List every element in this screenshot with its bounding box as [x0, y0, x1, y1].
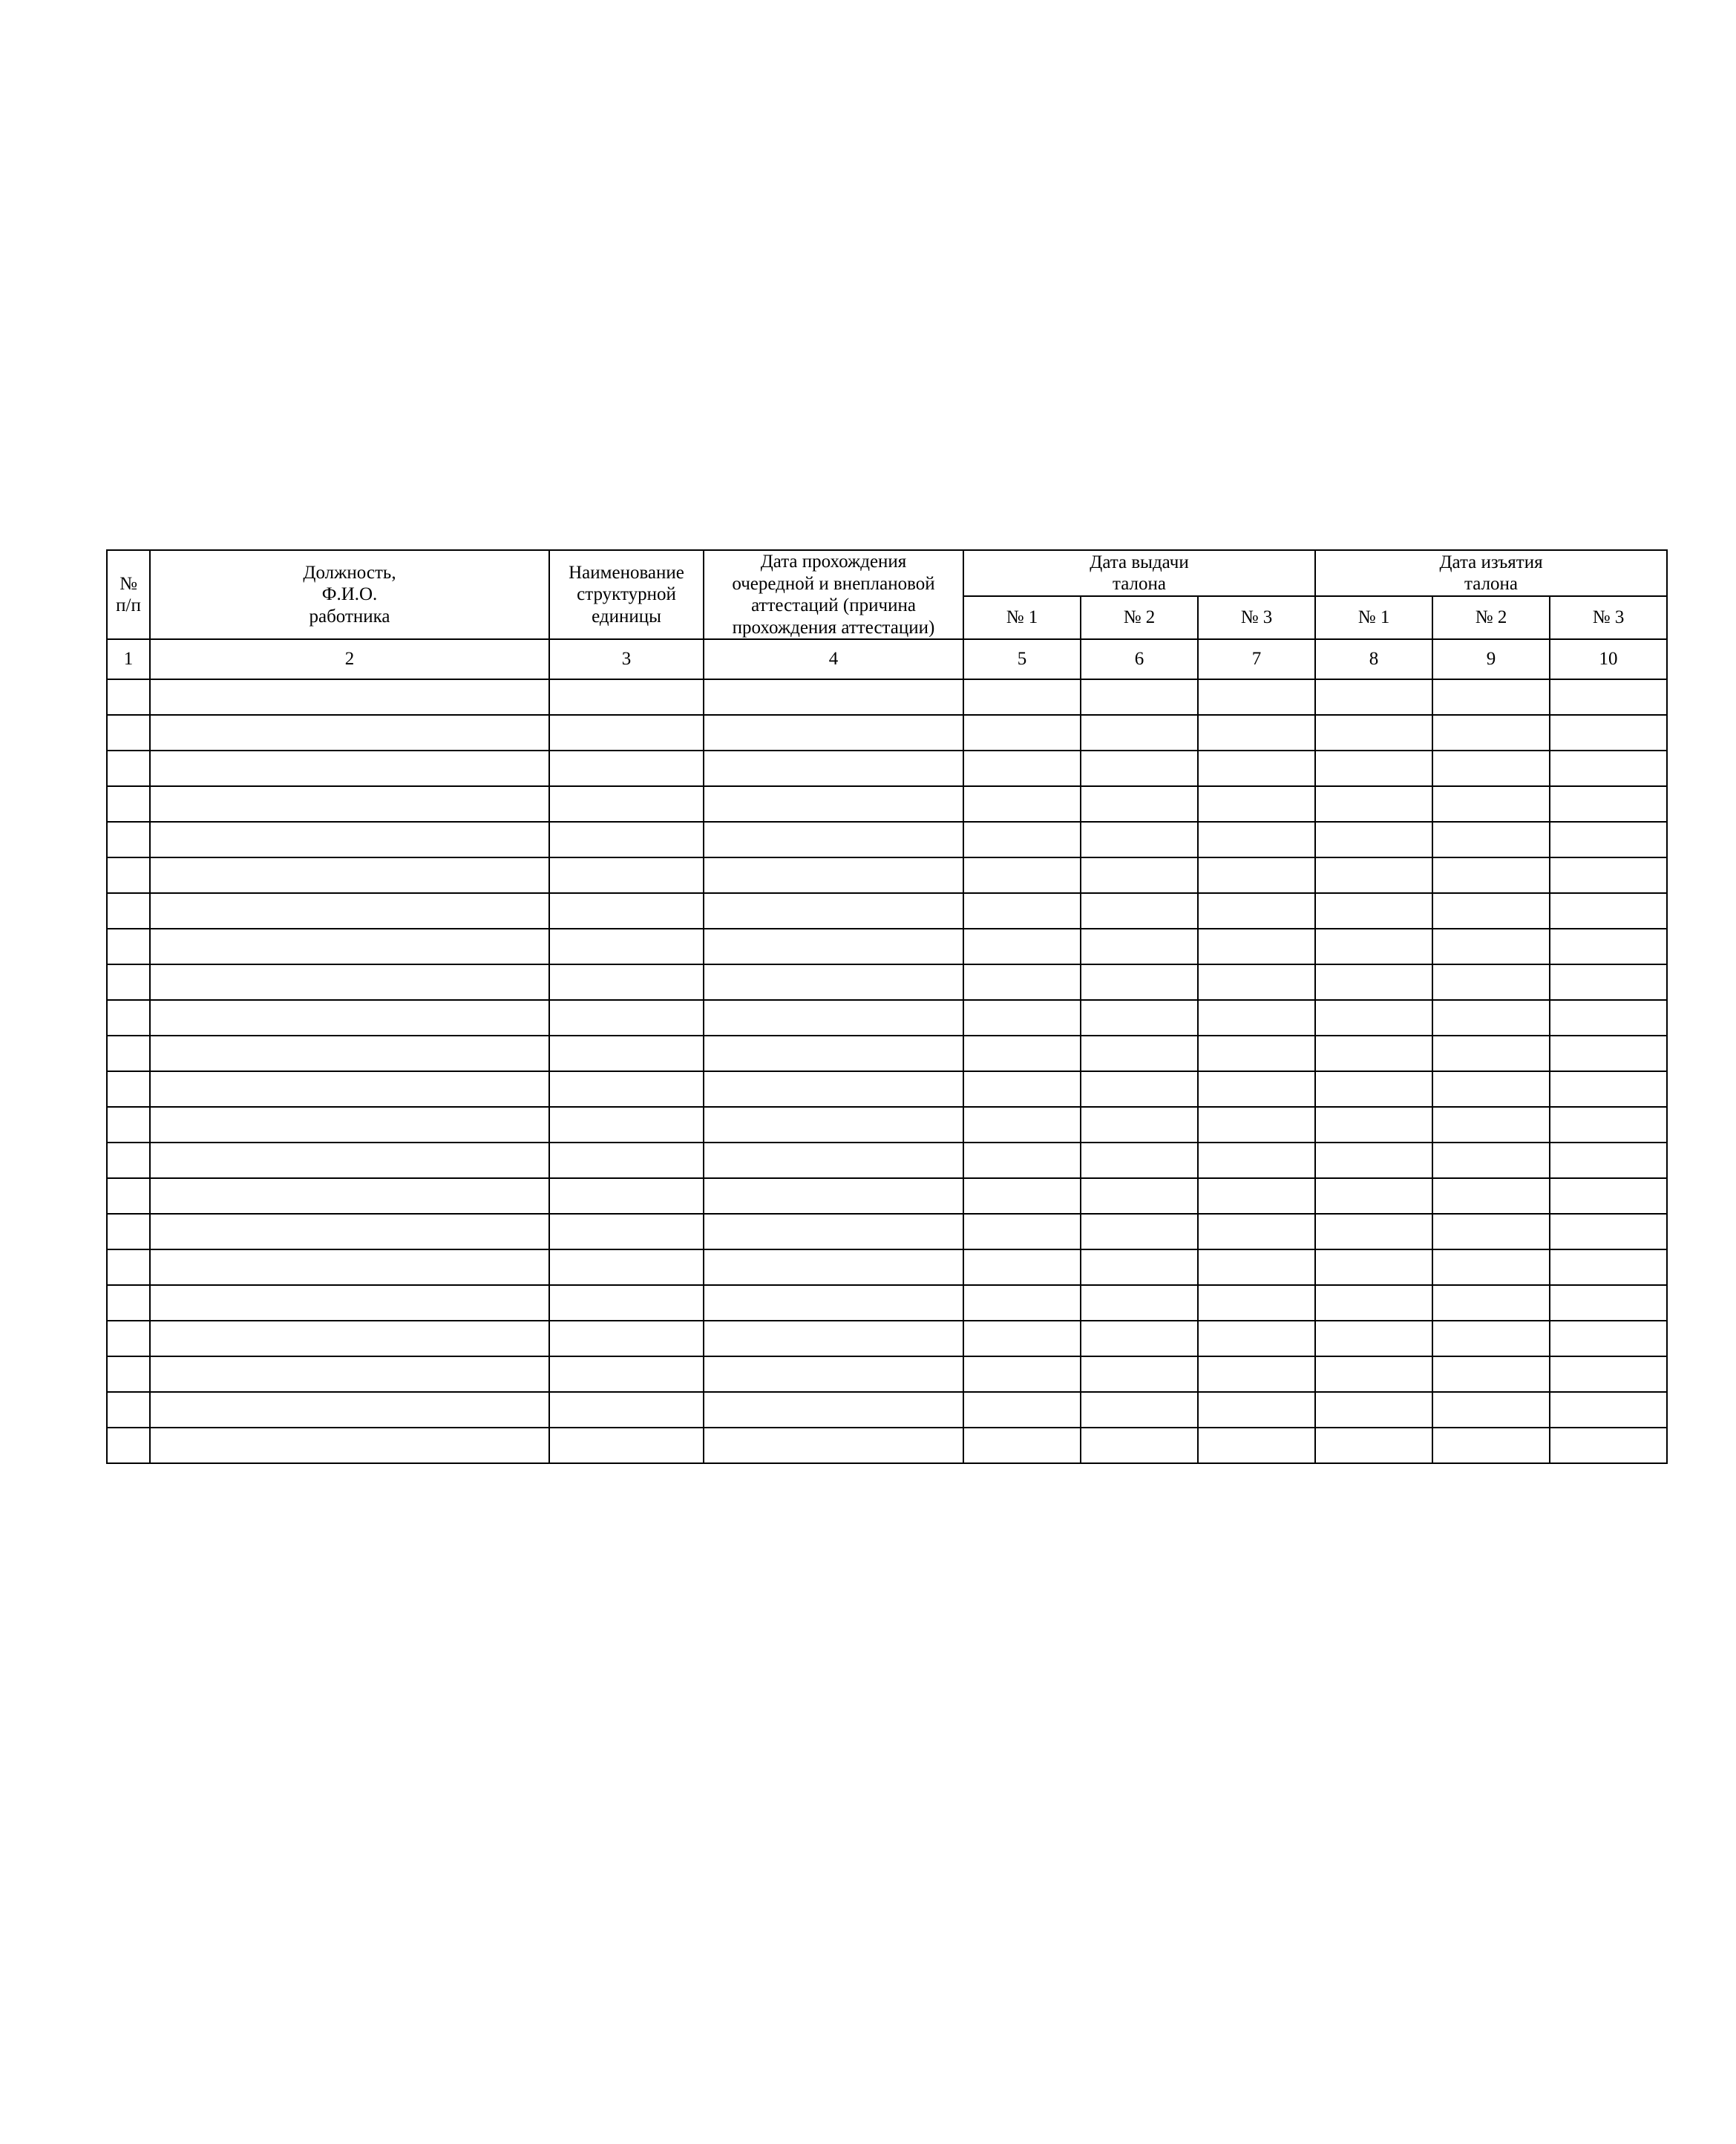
- table-cell[interactable]: [1198, 751, 1315, 786]
- table-cell[interactable]: [1550, 964, 1667, 1000]
- table-cell[interactable]: [963, 893, 1081, 929]
- table-cell[interactable]: [1081, 679, 1198, 715]
- table-cell[interactable]: [1432, 1321, 1550, 1356]
- table-cell[interactable]: [1432, 1285, 1550, 1321]
- table-cell[interactable]: [704, 1428, 963, 1463]
- table-cell[interactable]: [963, 1071, 1081, 1107]
- header-sub-withdraw-3: № 3: [1550, 596, 1667, 639]
- table-cell[interactable]: [1432, 1428, 1550, 1463]
- table-cell[interactable]: [1315, 1392, 1432, 1428]
- table-cell[interactable]: [107, 964, 150, 1000]
- header-col-unit-line1: Наименование: [569, 562, 684, 583]
- table-row[interactable]: [107, 1036, 1667, 1071]
- table-row[interactable]: [107, 1178, 1667, 1214]
- table-cell[interactable]: [1432, 1143, 1550, 1178]
- table-cell[interactable]: [107, 1214, 150, 1249]
- table-cell[interactable]: [1081, 1143, 1198, 1178]
- table-row[interactable]: [107, 715, 1667, 751]
- table-row[interactable]: [107, 1321, 1667, 1356]
- table-cell[interactable]: [704, 1178, 963, 1214]
- table-cell[interactable]: [150, 857, 549, 893]
- header-group-withdraw-line2: талона: [1464, 574, 1519, 594]
- table-cell[interactable]: [1550, 857, 1667, 893]
- table-cell[interactable]: [1550, 751, 1667, 786]
- table-cell[interactable]: [107, 1428, 150, 1463]
- table-body: [107, 679, 1667, 1463]
- table-cell[interactable]: [1315, 1249, 1432, 1285]
- table-cell[interactable]: [1432, 1071, 1550, 1107]
- header-group-withdraw-line1: Дата изъятия: [1439, 552, 1543, 572]
- table-cell[interactable]: [704, 857, 963, 893]
- table-cell[interactable]: [549, 1214, 704, 1249]
- table-cell[interactable]: [107, 786, 150, 822]
- table-cell[interactable]: [1081, 964, 1198, 1000]
- table-cell[interactable]: [1198, 1071, 1315, 1107]
- header-row-main: [107, 550, 1667, 596]
- table-cell[interactable]: [704, 1143, 963, 1178]
- table-row[interactable]: [107, 964, 1667, 1000]
- table-cell[interactable]: [704, 679, 963, 715]
- table-cell[interactable]: [1315, 1107, 1432, 1143]
- table-cell[interactable]: [1432, 1356, 1550, 1392]
- table-cell[interactable]: [1198, 1000, 1315, 1036]
- table-cell[interactable]: [1198, 893, 1315, 929]
- table-cell[interactable]: [1198, 1107, 1315, 1143]
- table-cell[interactable]: [1432, 822, 1550, 857]
- table-cell[interactable]: [1081, 1285, 1198, 1321]
- header-sub-issue-1: № 1: [963, 596, 1081, 639]
- table-cell[interactable]: [549, 964, 704, 1000]
- table-cell[interactable]: [963, 857, 1081, 893]
- table-cell[interactable]: [1198, 1285, 1315, 1321]
- table-cell[interactable]: [704, 1249, 963, 1285]
- header-sub-withdraw-2: № 2: [1432, 596, 1550, 639]
- table-cell[interactable]: [1081, 1392, 1198, 1428]
- table-cell[interactable]: [1198, 1392, 1315, 1428]
- table-cell[interactable]: [1315, 1143, 1432, 1178]
- table-cell[interactable]: [963, 964, 1081, 1000]
- table-cell[interactable]: [704, 893, 963, 929]
- header-col-number-line1: №: [119, 573, 137, 594]
- table-cell[interactable]: [1198, 1249, 1315, 1285]
- table-cell[interactable]: [150, 679, 549, 715]
- register-table-container: [106, 549, 1629, 1464]
- table-cell[interactable]: [1550, 1071, 1667, 1107]
- table-cell[interactable]: [704, 1214, 963, 1249]
- header-col-attestation-line1: Дата прохождения: [760, 552, 907, 572]
- table-cell[interactable]: [1081, 857, 1198, 893]
- table-cell[interactable]: [107, 1107, 150, 1143]
- table-row[interactable]: [107, 822, 1667, 857]
- table-row[interactable]: [107, 1356, 1667, 1392]
- table-cell[interactable]: [150, 893, 549, 929]
- table-cell[interactable]: [1432, 1249, 1550, 1285]
- table-cell[interactable]: [549, 822, 704, 857]
- table-cell[interactable]: [1081, 1178, 1198, 1214]
- table-row[interactable]: [107, 857, 1667, 893]
- table-cell[interactable]: [1315, 1428, 1432, 1463]
- table-cell[interactable]: [1081, 1249, 1198, 1285]
- table-cell[interactable]: [1198, 1178, 1315, 1214]
- table-cell[interactable]: [1081, 715, 1198, 751]
- table-cell[interactable]: [1198, 822, 1315, 857]
- table-cell[interactable]: [150, 1071, 549, 1107]
- table-cell[interactable]: [549, 893, 704, 929]
- table-cell[interactable]: [150, 1428, 549, 1463]
- column-number-cell: 7: [1198, 639, 1315, 679]
- table-row[interactable]: [107, 1107, 1667, 1143]
- table-cell[interactable]: [1315, 786, 1432, 822]
- header-col-attestation-line2: очередной и внеплановой: [732, 573, 935, 594]
- table-cell[interactable]: [549, 1036, 704, 1071]
- table-cell[interactable]: [107, 929, 150, 964]
- column-number-cell: 8: [1315, 639, 1432, 679]
- table-cell[interactable]: [1432, 857, 1550, 893]
- table-cell[interactable]: [963, 679, 1081, 715]
- table-cell[interactable]: [549, 715, 704, 751]
- table-cell[interactable]: [1432, 786, 1550, 822]
- table-row[interactable]: [107, 1071, 1667, 1107]
- table-cell[interactable]: [549, 1392, 704, 1428]
- column-number-cell: 1: [107, 639, 150, 679]
- table-cell[interactable]: [1432, 715, 1550, 751]
- header-group-issue-date: [963, 550, 1315, 596]
- table-cell[interactable]: [704, 822, 963, 857]
- table-cell[interactable]: [1198, 1428, 1315, 1463]
- header-col-number-line2: п/п: [116, 595, 141, 615]
- table-cell[interactable]: [1315, 893, 1432, 929]
- table-row[interactable]: [107, 929, 1667, 964]
- table-cell[interactable]: [1315, 1356, 1432, 1392]
- table-cell[interactable]: [1081, 751, 1198, 786]
- table-cell[interactable]: [107, 1249, 150, 1285]
- table-cell[interactable]: [107, 893, 150, 929]
- header-col-attestation-line4: прохождения аттестации): [732, 617, 935, 638]
- table-cell[interactable]: [150, 929, 549, 964]
- header-col-position-line1: Должность,: [303, 562, 396, 583]
- header-col-attestation-line3: аттестаций (причина: [751, 595, 916, 615]
- table-cell[interactable]: [1198, 1321, 1315, 1356]
- table-cell[interactable]: [1432, 1000, 1550, 1036]
- table-cell[interactable]: [549, 1356, 704, 1392]
- table-cell[interactable]: [963, 1285, 1081, 1321]
- table-cell[interactable]: [963, 1214, 1081, 1249]
- table-cell[interactable]: [1081, 822, 1198, 857]
- table-cell[interactable]: [1550, 1036, 1667, 1071]
- table-cell[interactable]: [1198, 786, 1315, 822]
- table-cell[interactable]: [150, 1178, 549, 1214]
- header-group-issue-line1: Дата выдачи: [1090, 552, 1189, 572]
- table-cell[interactable]: [1550, 1285, 1667, 1321]
- table-cell[interactable]: [1432, 964, 1550, 1000]
- header-group-issue-line2: талона: [1113, 574, 1167, 594]
- column-number-cell: 10: [1550, 639, 1667, 679]
- table-cell[interactable]: [1198, 679, 1315, 715]
- table-cell[interactable]: [704, 964, 963, 1000]
- table-cell[interactable]: [107, 1036, 150, 1071]
- table-cell[interactable]: [107, 1000, 150, 1036]
- table-cell[interactable]: [549, 857, 704, 893]
- table-cell[interactable]: [1432, 893, 1550, 929]
- table-cell[interactable]: [1198, 1143, 1315, 1178]
- table-cell[interactable]: [1081, 929, 1198, 964]
- table-cell[interactable]: [1081, 1321, 1198, 1356]
- header-col-position-line2: Ф.И.О.: [321, 584, 378, 605]
- table-cell[interactable]: [1081, 786, 1198, 822]
- table-cell[interactable]: [1198, 715, 1315, 751]
- table-cell[interactable]: [1550, 1214, 1667, 1249]
- table-cell[interactable]: [107, 1285, 150, 1321]
- table-cell[interactable]: [549, 1000, 704, 1036]
- table-cell[interactable]: [107, 679, 150, 715]
- table-cell[interactable]: [1198, 929, 1315, 964]
- table-cell[interactable]: [963, 1000, 1081, 1036]
- table-cell[interactable]: [107, 857, 150, 893]
- table-row[interactable]: [107, 1249, 1667, 1285]
- table-row[interactable]: [107, 1143, 1667, 1178]
- table-cell[interactable]: [963, 1392, 1081, 1428]
- table-cell[interactable]: [704, 1000, 963, 1036]
- table-cell[interactable]: [107, 715, 150, 751]
- table-cell[interactable]: [704, 751, 963, 786]
- table-row[interactable]: [107, 786, 1667, 822]
- table-cell[interactable]: [1432, 1178, 1550, 1214]
- table-cell[interactable]: [1315, 929, 1432, 964]
- table-cell[interactable]: [1550, 1178, 1667, 1214]
- table-cell[interactable]: [963, 1356, 1081, 1392]
- table-cell[interactable]: [549, 751, 704, 786]
- table-cell[interactable]: [1198, 857, 1315, 893]
- table-cell[interactable]: [150, 1214, 549, 1249]
- table-cell[interactable]: [150, 1000, 549, 1036]
- table-cell[interactable]: [1550, 1000, 1667, 1036]
- table-cell[interactable]: [150, 1143, 549, 1178]
- table-cell[interactable]: [963, 1249, 1081, 1285]
- table-cell[interactable]: [963, 786, 1081, 822]
- table-cell[interactable]: [1315, 751, 1432, 786]
- table-cell[interactable]: [963, 715, 1081, 751]
- header-sub-issue-2: № 2: [1081, 596, 1198, 639]
- table-cell[interactable]: [1315, 964, 1432, 1000]
- table-cell[interactable]: [1550, 1107, 1667, 1143]
- table-cell[interactable]: [1315, 715, 1432, 751]
- header-sub-withdraw-1: № 1: [1315, 596, 1432, 639]
- table-cell[interactable]: [1315, 1285, 1432, 1321]
- table-cell[interactable]: [1432, 1214, 1550, 1249]
- table-cell[interactable]: [1315, 1321, 1432, 1356]
- table-cell[interactable]: [1315, 679, 1432, 715]
- table-cell[interactable]: [704, 1321, 963, 1356]
- column-number-cell: 5: [963, 639, 1081, 679]
- table-cell[interactable]: [704, 1392, 963, 1428]
- table-cell[interactable]: [704, 929, 963, 964]
- table-cell[interactable]: [549, 1428, 704, 1463]
- table-cell[interactable]: [1550, 1428, 1667, 1463]
- table-cell[interactable]: [150, 751, 549, 786]
- table-cell[interactable]: [704, 715, 963, 751]
- table-cell[interactable]: [1198, 964, 1315, 1000]
- table-cell[interactable]: [549, 1249, 704, 1285]
- table-row[interactable]: [107, 1285, 1667, 1321]
- table-cell[interactable]: [1315, 1214, 1432, 1249]
- table-cell[interactable]: [1432, 679, 1550, 715]
- header-sub-issue-3: № 3: [1198, 596, 1315, 639]
- header-col-position-name: [150, 550, 549, 639]
- column-number-cell: 2: [150, 639, 549, 679]
- table-cell[interactable]: [963, 1321, 1081, 1356]
- table-header: [107, 550, 1667, 679]
- table-cell[interactable]: [1550, 715, 1667, 751]
- register-table: [106, 549, 1668, 1464]
- table-cell[interactable]: [549, 1285, 704, 1321]
- table-cell[interactable]: [549, 1143, 704, 1178]
- table-cell[interactable]: [963, 822, 1081, 857]
- table-cell[interactable]: [963, 1107, 1081, 1143]
- table-cell[interactable]: [704, 1036, 963, 1071]
- table-cell[interactable]: [963, 1036, 1081, 1071]
- table-cell[interactable]: [704, 1107, 963, 1143]
- column-number-cell: 4: [704, 639, 963, 679]
- table-cell[interactable]: [1198, 1214, 1315, 1249]
- table-cell[interactable]: [150, 1036, 549, 1071]
- header-col-structural-unit: [549, 550, 704, 639]
- table-cell[interactable]: [1198, 1356, 1315, 1392]
- table-cell[interactable]: [1081, 1214, 1198, 1249]
- table-cell[interactable]: [1315, 1000, 1432, 1036]
- table-cell[interactable]: [1550, 1143, 1667, 1178]
- table-cell[interactable]: [1550, 1321, 1667, 1356]
- table-cell[interactable]: [1550, 893, 1667, 929]
- table-cell[interactable]: [1198, 1036, 1315, 1071]
- table-cell[interactable]: [150, 1356, 549, 1392]
- table-cell[interactable]: [150, 1321, 549, 1356]
- table-cell[interactable]: [1550, 1392, 1667, 1428]
- table-cell[interactable]: [1081, 1036, 1198, 1071]
- column-number-row: [107, 639, 1667, 679]
- table-cell[interactable]: [1315, 1036, 1432, 1071]
- table-cell[interactable]: [1432, 929, 1550, 964]
- table-cell[interactable]: [549, 786, 704, 822]
- table-cell[interactable]: [549, 1178, 704, 1214]
- table-cell[interactable]: [704, 1356, 963, 1392]
- table-cell[interactable]: [150, 1285, 549, 1321]
- table-cell[interactable]: [150, 1107, 549, 1143]
- header-col-unit-line3: единицы: [592, 606, 661, 627]
- table-cell[interactable]: [150, 822, 549, 857]
- table-cell[interactable]: [704, 1071, 963, 1107]
- table-cell[interactable]: [1432, 1392, 1550, 1428]
- table-cell[interactable]: [150, 1392, 549, 1428]
- table-cell[interactable]: [1550, 1356, 1667, 1392]
- table-cell[interactable]: [1081, 1428, 1198, 1463]
- table-cell[interactable]: [1081, 1356, 1198, 1392]
- table-cell[interactable]: [963, 1143, 1081, 1178]
- table-cell[interactable]: [1315, 822, 1432, 857]
- table-cell[interactable]: [963, 929, 1081, 964]
- table-row[interactable]: [107, 679, 1667, 715]
- table-cell[interactable]: [1550, 679, 1667, 715]
- table-cell[interactable]: [1081, 1000, 1198, 1036]
- table-cell[interactable]: [107, 1143, 150, 1178]
- table-row[interactable]: [107, 1214, 1667, 1249]
- table-cell[interactable]: [704, 1285, 963, 1321]
- table-cell[interactable]: [107, 1071, 150, 1107]
- table-cell[interactable]: [107, 1178, 150, 1214]
- table-cell[interactable]: [704, 786, 963, 822]
- table-cell[interactable]: [107, 751, 150, 786]
- table-row[interactable]: [107, 1428, 1667, 1463]
- header-col-attestation-date: [704, 550, 963, 639]
- header-col-position-line3: работника: [309, 606, 390, 627]
- table-cell[interactable]: [1081, 1107, 1198, 1143]
- table-cell[interactable]: [549, 679, 704, 715]
- table-cell[interactable]: [1550, 929, 1667, 964]
- table-row[interactable]: [107, 1392, 1667, 1428]
- table-cell[interactable]: [1081, 893, 1198, 929]
- table-cell[interactable]: [150, 1249, 549, 1285]
- table-cell[interactable]: [107, 1356, 150, 1392]
- table-row[interactable]: [107, 751, 1667, 786]
- table-cell[interactable]: [963, 751, 1081, 786]
- table-cell[interactable]: [107, 1321, 150, 1356]
- table-cell[interactable]: [549, 1107, 704, 1143]
- table-cell[interactable]: [549, 929, 704, 964]
- column-number-cell: 3: [549, 639, 704, 679]
- table-cell[interactable]: [150, 715, 549, 751]
- table-cell[interactable]: [1315, 857, 1432, 893]
- table-cell[interactable]: [107, 822, 150, 857]
- table-cell[interactable]: [150, 964, 549, 1000]
- table-cell[interactable]: [963, 1178, 1081, 1214]
- table-cell[interactable]: [963, 1428, 1081, 1463]
- column-number-cell: 6: [1081, 639, 1198, 679]
- column-number-cell: 9: [1432, 639, 1550, 679]
- table-cell[interactable]: [150, 786, 549, 822]
- table-cell[interactable]: [1432, 751, 1550, 786]
- table-cell[interactable]: [549, 1321, 704, 1356]
- table-cell[interactable]: [1550, 786, 1667, 822]
- header-col-number: [107, 550, 150, 639]
- table-cell[interactable]: [1432, 1036, 1550, 1071]
- table-row[interactable]: [107, 1000, 1667, 1036]
- header-group-withdraw-date: [1315, 550, 1667, 596]
- table-cell[interactable]: [1315, 1071, 1432, 1107]
- table-cell[interactable]: [1315, 1178, 1432, 1214]
- table-cell[interactable]: [1081, 1071, 1198, 1107]
- table-cell[interactable]: [1550, 822, 1667, 857]
- header-col-unit-line2: структурной: [577, 584, 676, 605]
- table-row[interactable]: [107, 893, 1667, 929]
- table-cell[interactable]: [1550, 1249, 1667, 1285]
- table-cell[interactable]: [1432, 1107, 1550, 1143]
- table-cell[interactable]: [107, 1392, 150, 1428]
- table-cell[interactable]: [549, 1071, 704, 1107]
